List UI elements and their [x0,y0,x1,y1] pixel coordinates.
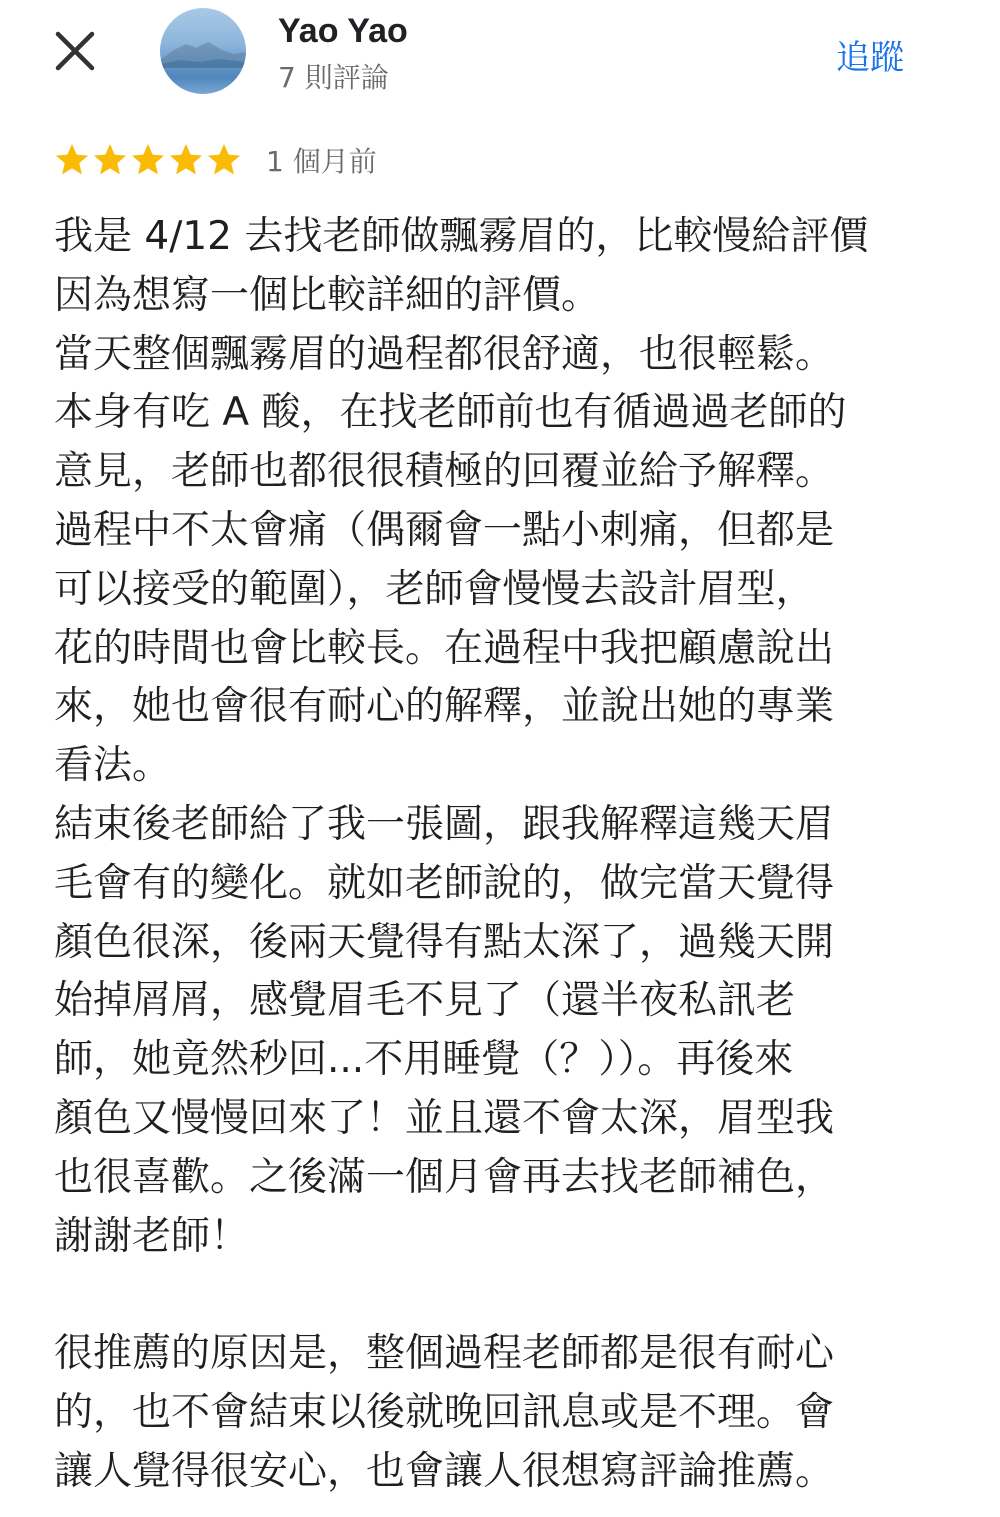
review-text-line: 的，也不會結束以後就晚回訊息或是不理。會 [54,1389,835,1435]
review-text-line: 我是 4/12 去找老師做飄霧眉的，比較慢給評價 [54,214,869,259]
star-rating [54,142,242,178]
review-text [54,208,944,1502]
review-text-line: 謝謝老師！ [54,1213,250,1259]
review-count: 7 則評論 [278,61,389,94]
review-text-line: 過程中不太會痛（偶爾會一點小刺痛，但都是 [54,507,835,553]
review-text-line: 來，她也會很有耐心的解釋，並說出她的專業 [54,684,835,730]
rating-row [54,140,377,180]
review-text-line: 顏色很深，後兩天覺得有點太深了，過幾天開 [54,919,835,965]
review-text-line: 看法。 [54,743,172,789]
star-icon [54,142,90,178]
follow-button[interactable]: 追蹤 [836,38,904,78]
review-text-line: 意見，老師也都很很積極的回覆並給予解釋。 [54,449,835,495]
review-text-line: 本身有吃 A 酸，在找老師前也有循過過老師的 [54,390,847,436]
review-text-line: 可以接受的範圍），老師會慢慢去設計眉型， [54,566,815,612]
star-icon [92,142,128,178]
avatar[interactable] [160,8,246,94]
review-text-line: 當天整個飄霧眉的過程都很舒適，也很輕鬆。 [54,331,835,377]
review-time: 1 個月前 [266,145,377,178]
review-text-line: 結束後老師給了我一張圖，跟我解釋這幾天眉 [54,801,835,847]
review-text-line: 顏色又慢慢回來了！並且還不會太深，眉型我 [54,1095,835,1141]
close-button[interactable] [52,28,98,74]
star-icon [130,142,166,178]
review-text-line: 因為想寫一個比較詳細的評價。 [54,272,601,318]
review-text-line: 始掉屑屑，感覺眉毛不見了（還半夜私訊老 [54,978,796,1024]
review-text-line: 很推薦的原因是，整個過程老師都是很有耐心 [54,1331,835,1377]
review-text-line: 師，她竟然秒回...不用睡覺（？））。再後來 [54,1037,794,1083]
star-icon [206,142,242,178]
review-text-line: 花的時間也會比較長。在過程中我把顧慮說出 [54,625,835,671]
review-text-line [54,1266,944,1325]
review-header [0,0,1000,110]
review-text-line: 毛會有的變化。就如老師說的，做完當天覺得 [54,860,835,906]
reviewer-name[interactable]: Yao Yao [278,12,408,50]
review-text-line: 也很喜歡。之後滿一個月會再去找老師補色， [54,1154,835,1200]
star-icon [168,142,204,178]
close-icon [52,28,98,74]
avatar-mountain-image [160,38,246,68]
review-text-line: 讓人覺得很安心，也會讓人很想寫評論推薦。 [54,1448,835,1494]
